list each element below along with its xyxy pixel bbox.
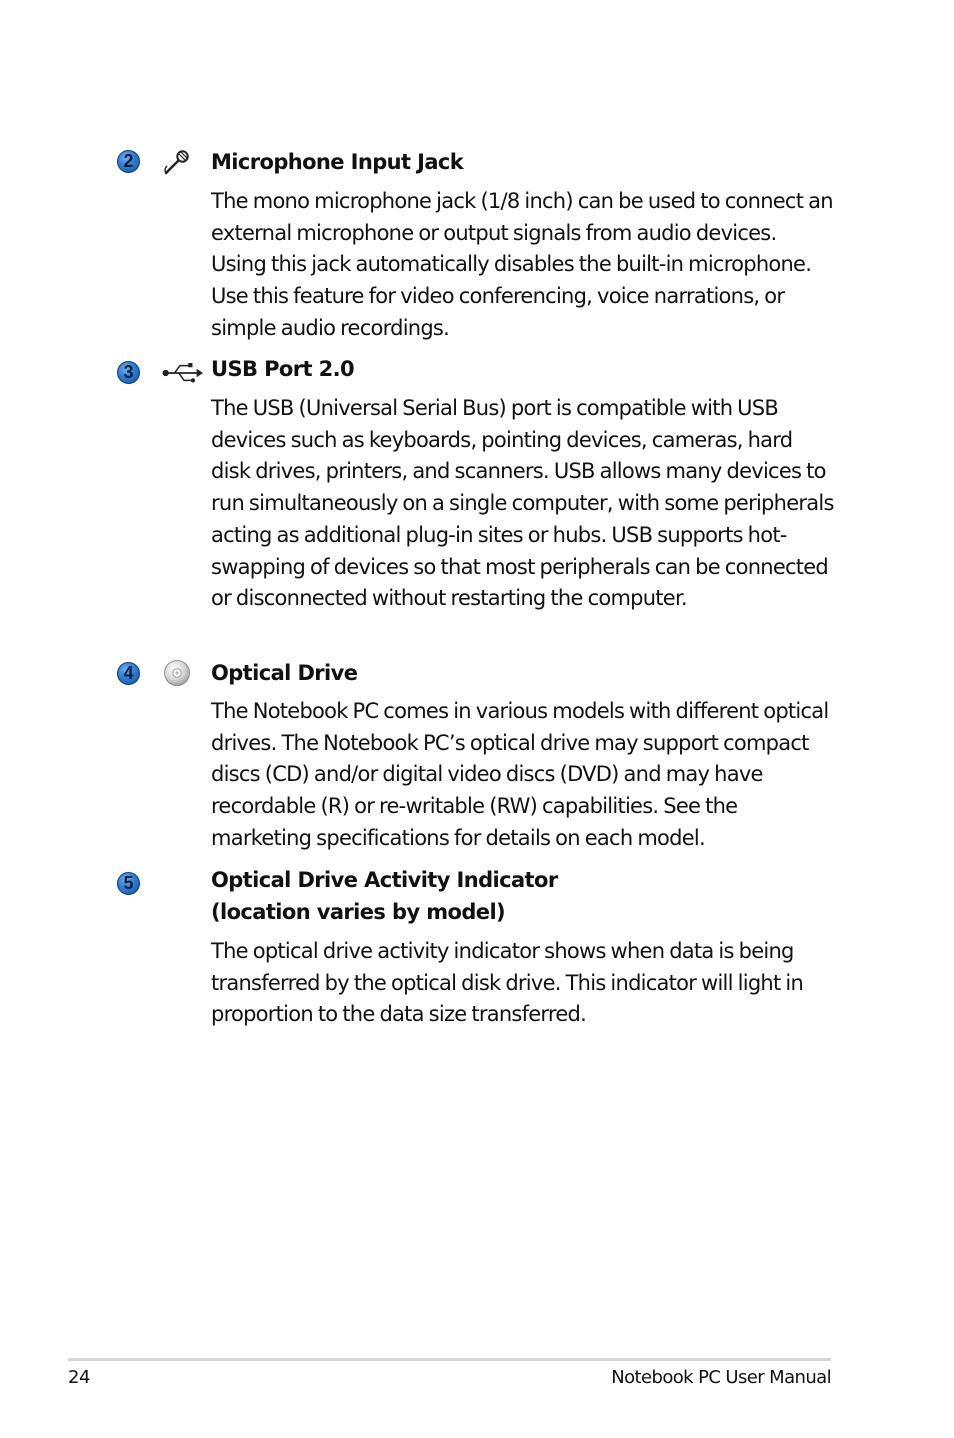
section-body: The optical drive activity indicator shows when data is being transferred by the optical disk drive. This indicator will light in proportion to the data size transferred. (211, 939, 804, 1027)
footer-divider (68, 1358, 831, 1361)
section-title: Microphone Input Jack (211, 150, 464, 174)
manual-title: Notebook PC User Manual (611, 1367, 831, 1388)
usb-icon (162, 362, 204, 384)
microphone-icon (162, 148, 192, 176)
optical-disc-icon (163, 659, 191, 687)
number-badge: 3 (117, 361, 140, 384)
page-number: 24 (68, 1367, 90, 1388)
section-body: The USB (Universal Serial Bus) port is compatible with USB devices such as keyboards, pointing devices, cameras, hard disk drives, printers, and scanners. USB allows many devices to run simultaneously on a single computer, with some peripherals acting as additional plug-in sites or hubs. USB supports hot-swapping of devices so that most peripherals can be connected or disconnected without restarting the computer. (211, 396, 834, 611)
number-badge: 4 (117, 662, 140, 685)
section-title: USB Port 2.0 (211, 357, 355, 381)
number-badge: 5 (117, 872, 140, 895)
section-title: Optical Drive Activity Indicator (211, 868, 558, 892)
section-body: The mono microphone jack (1/8 inch) can be used to connect an external microphone or output signals from audio devices. Using this jack automatically disables the built-in microphone. Use this feature for video conferencing, voice narrations, or simple audio recordings. (211, 189, 833, 340)
section-subtitle: (location varies by model) (211, 900, 506, 924)
section-body: The Notebook PC comes in various models with different optical drives. The Notebook PC’s optical drive may support compact discs (CD) and/or digital video discs (DVD) and may have recordable (R) or re-writable (RW) capabilities. See the marketing specifications for details on each model. (211, 699, 829, 850)
section-title: Optical Drive (211, 661, 358, 685)
number-badge: 2 (117, 150, 140, 173)
